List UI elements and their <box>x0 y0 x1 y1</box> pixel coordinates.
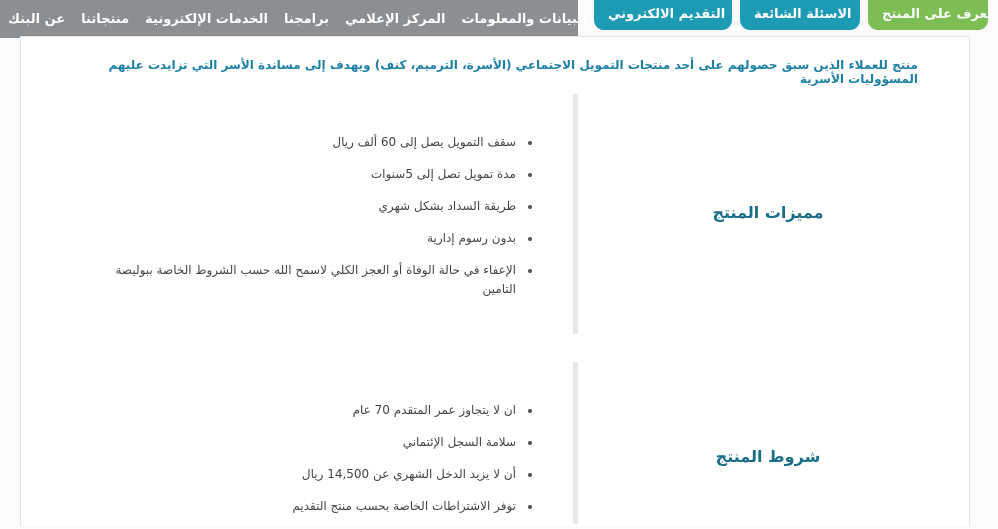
list-item: سلامة السجل الإئتماني <box>96 433 536 452</box>
main-nav <box>0 0 587 38</box>
product-tabs <box>594 0 992 30</box>
list-item: توفر الاشتراطات الخاصة بحسب منتج التقديم <box>96 497 536 516</box>
list-item: ان لا يتجاوز عمر المتقدم 70 عام <box>96 401 536 420</box>
conditions-list <box>96 401 536 529</box>
nav-item-e-services[interactable]: الخدمات الإلكترونية <box>145 11 269 27</box>
features-title: مميزات المنتج <box>712 203 824 222</box>
list-item: طريقة السداد بشكل شهري <box>96 197 536 216</box>
list-item: بدون رسوم إدارية <box>96 229 536 248</box>
nav-item-programs[interactable]: برامجنا <box>284 11 330 27</box>
list-item: سقف التمويل يصل إلى 60 ألف ريال <box>96 133 536 152</box>
nav-item-products[interactable]: منتجاتنا <box>81 11 130 27</box>
nav-item-media-center[interactable]: المركز الإعلامي <box>345 11 446 27</box>
nav-item-data-info[interactable]: البيانات والمعلومات <box>461 11 587 27</box>
product-intro: منتج للعملاء الذين سبق حصولهم على أحد منتجات التمويل الاجتماعي (الأسرة، الترميم، كنف) ويهدف إلى مساندة الأسر التي تزايدت عليهم المسؤوليات الأسرية <box>108 58 918 86</box>
tab-product-info[interactable]: تعرف على المنتج <box>868 0 988 30</box>
tab-faq[interactable]: الاسئلة الشائعة <box>740 0 860 30</box>
list-item: أن لا يزيد الدخل الشهري عن 14,500 ريال <box>96 465 536 484</box>
features-divider <box>573 94 578 334</box>
conditions-divider <box>573 362 578 524</box>
features-list <box>96 133 536 312</box>
conditions-title: شروط المنتج <box>715 447 821 466</box>
nav-item-about[interactable]: عن البنك <box>8 11 66 27</box>
list-item: الإعفاء في حالة الوفاة أو العجز الكلي لاسمح الله حسب الشروط الخاصة ببوليصة التامين <box>96 261 536 299</box>
list-item: مدة تمويل تصل إلى 5سنوات <box>96 165 536 184</box>
tab-online-apply[interactable]: التقديم الالكتروني <box>594 0 732 30</box>
